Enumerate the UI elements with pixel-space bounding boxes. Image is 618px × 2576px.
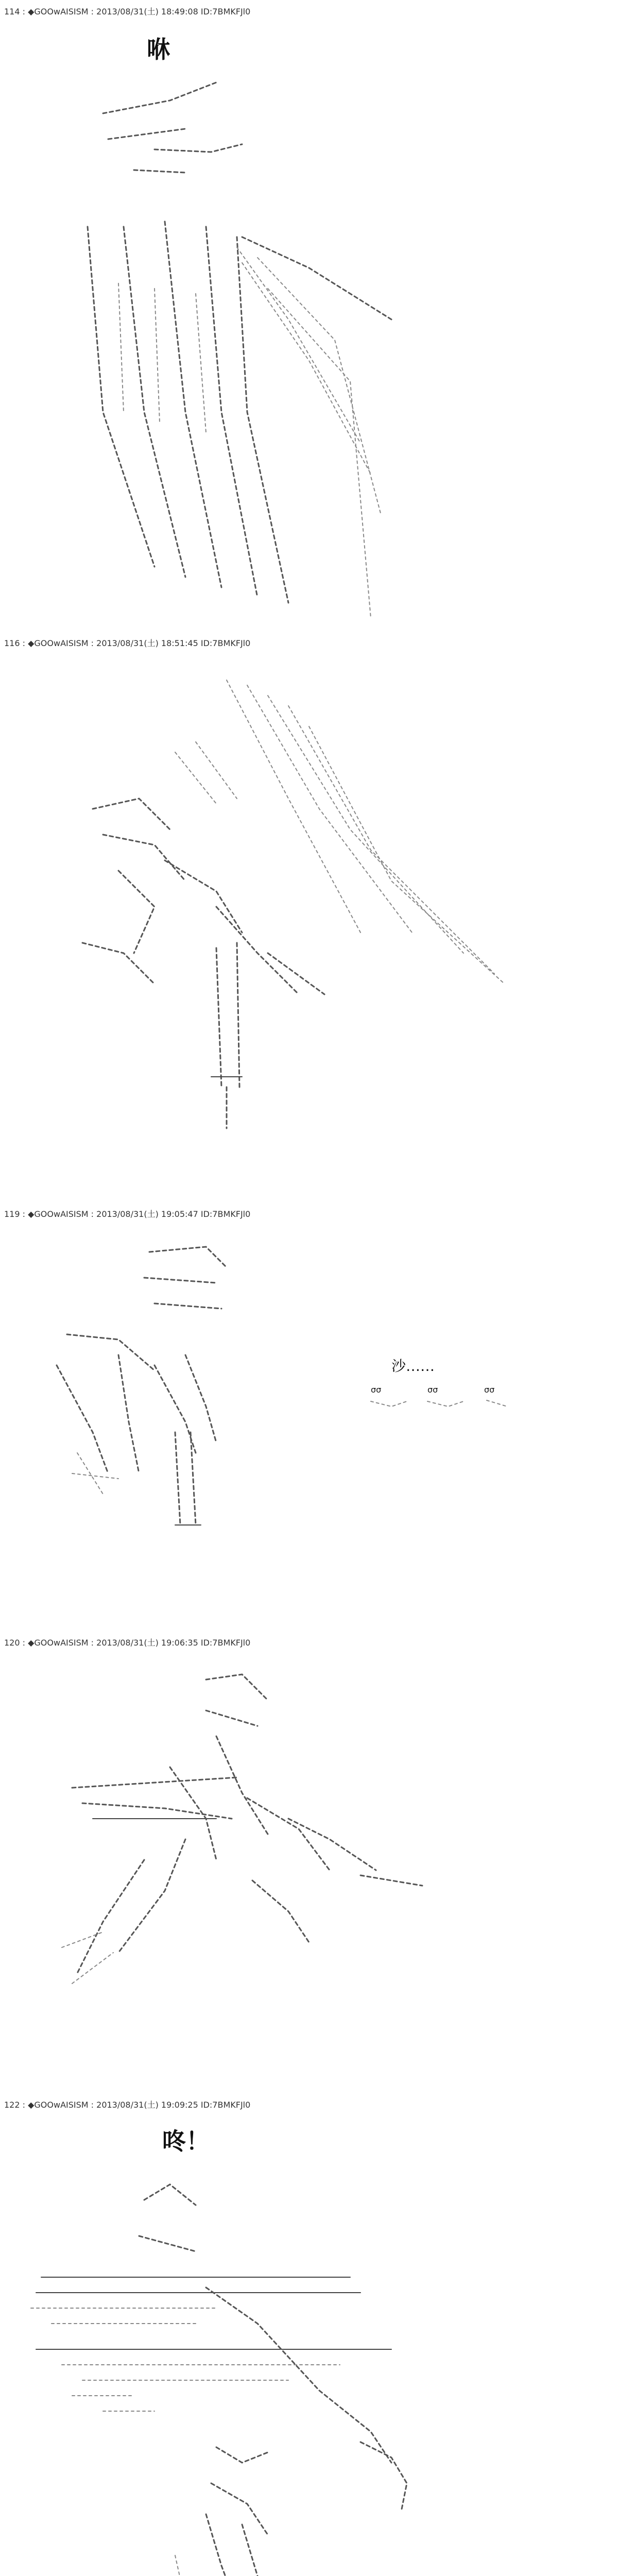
ascii-art-120 [0, 1664, 464, 2128]
sfx-rustle: 沙…… [391, 1358, 435, 1375]
ascii-art-114 [0, 52, 618, 659]
sfx-thud: 咚！ [162, 2127, 210, 2155]
post-header-120: 120 : ◆GOOwAISISM : 2013/08/31(土) 19:06:35 ID:7BMKFJl0 [4, 1638, 251, 1648]
ascii-art-116 [0, 665, 618, 1154]
post-header-119: 119 : ◆GOOwAISISM : 2013/08/31(土) 19:05:47 ID:7BMKFJl0 [4, 1209, 251, 1219]
post-header-116: 116 : ◆GOOwAISISM : 2013/08/31(土) 18:51:45 ID:7BMKFJl0 [4, 638, 251, 648]
ascii-art-119-small-figures [360, 1391, 566, 1432]
ascii-art-122-figure [0, 2432, 360, 2576]
voice-3: σσ [484, 1385, 495, 1395]
voice-2: σσ [427, 1385, 438, 1395]
post-header-122: 122 : ◆GOOwAISISM : 2013/08/31(土) 19:09:25 ID:7BMKFJl0 [4, 2100, 251, 2110]
voice-1: σσ [371, 1385, 382, 1395]
ascii-art-119 [0, 1236, 360, 1623]
post-header-114: 114 : ◆GOOwAISISM : 2013/08/31(土) 18:49:08 ID:7BMKFJl0 [4, 7, 251, 16]
sfx-swoosh: 咻 [147, 36, 170, 63]
